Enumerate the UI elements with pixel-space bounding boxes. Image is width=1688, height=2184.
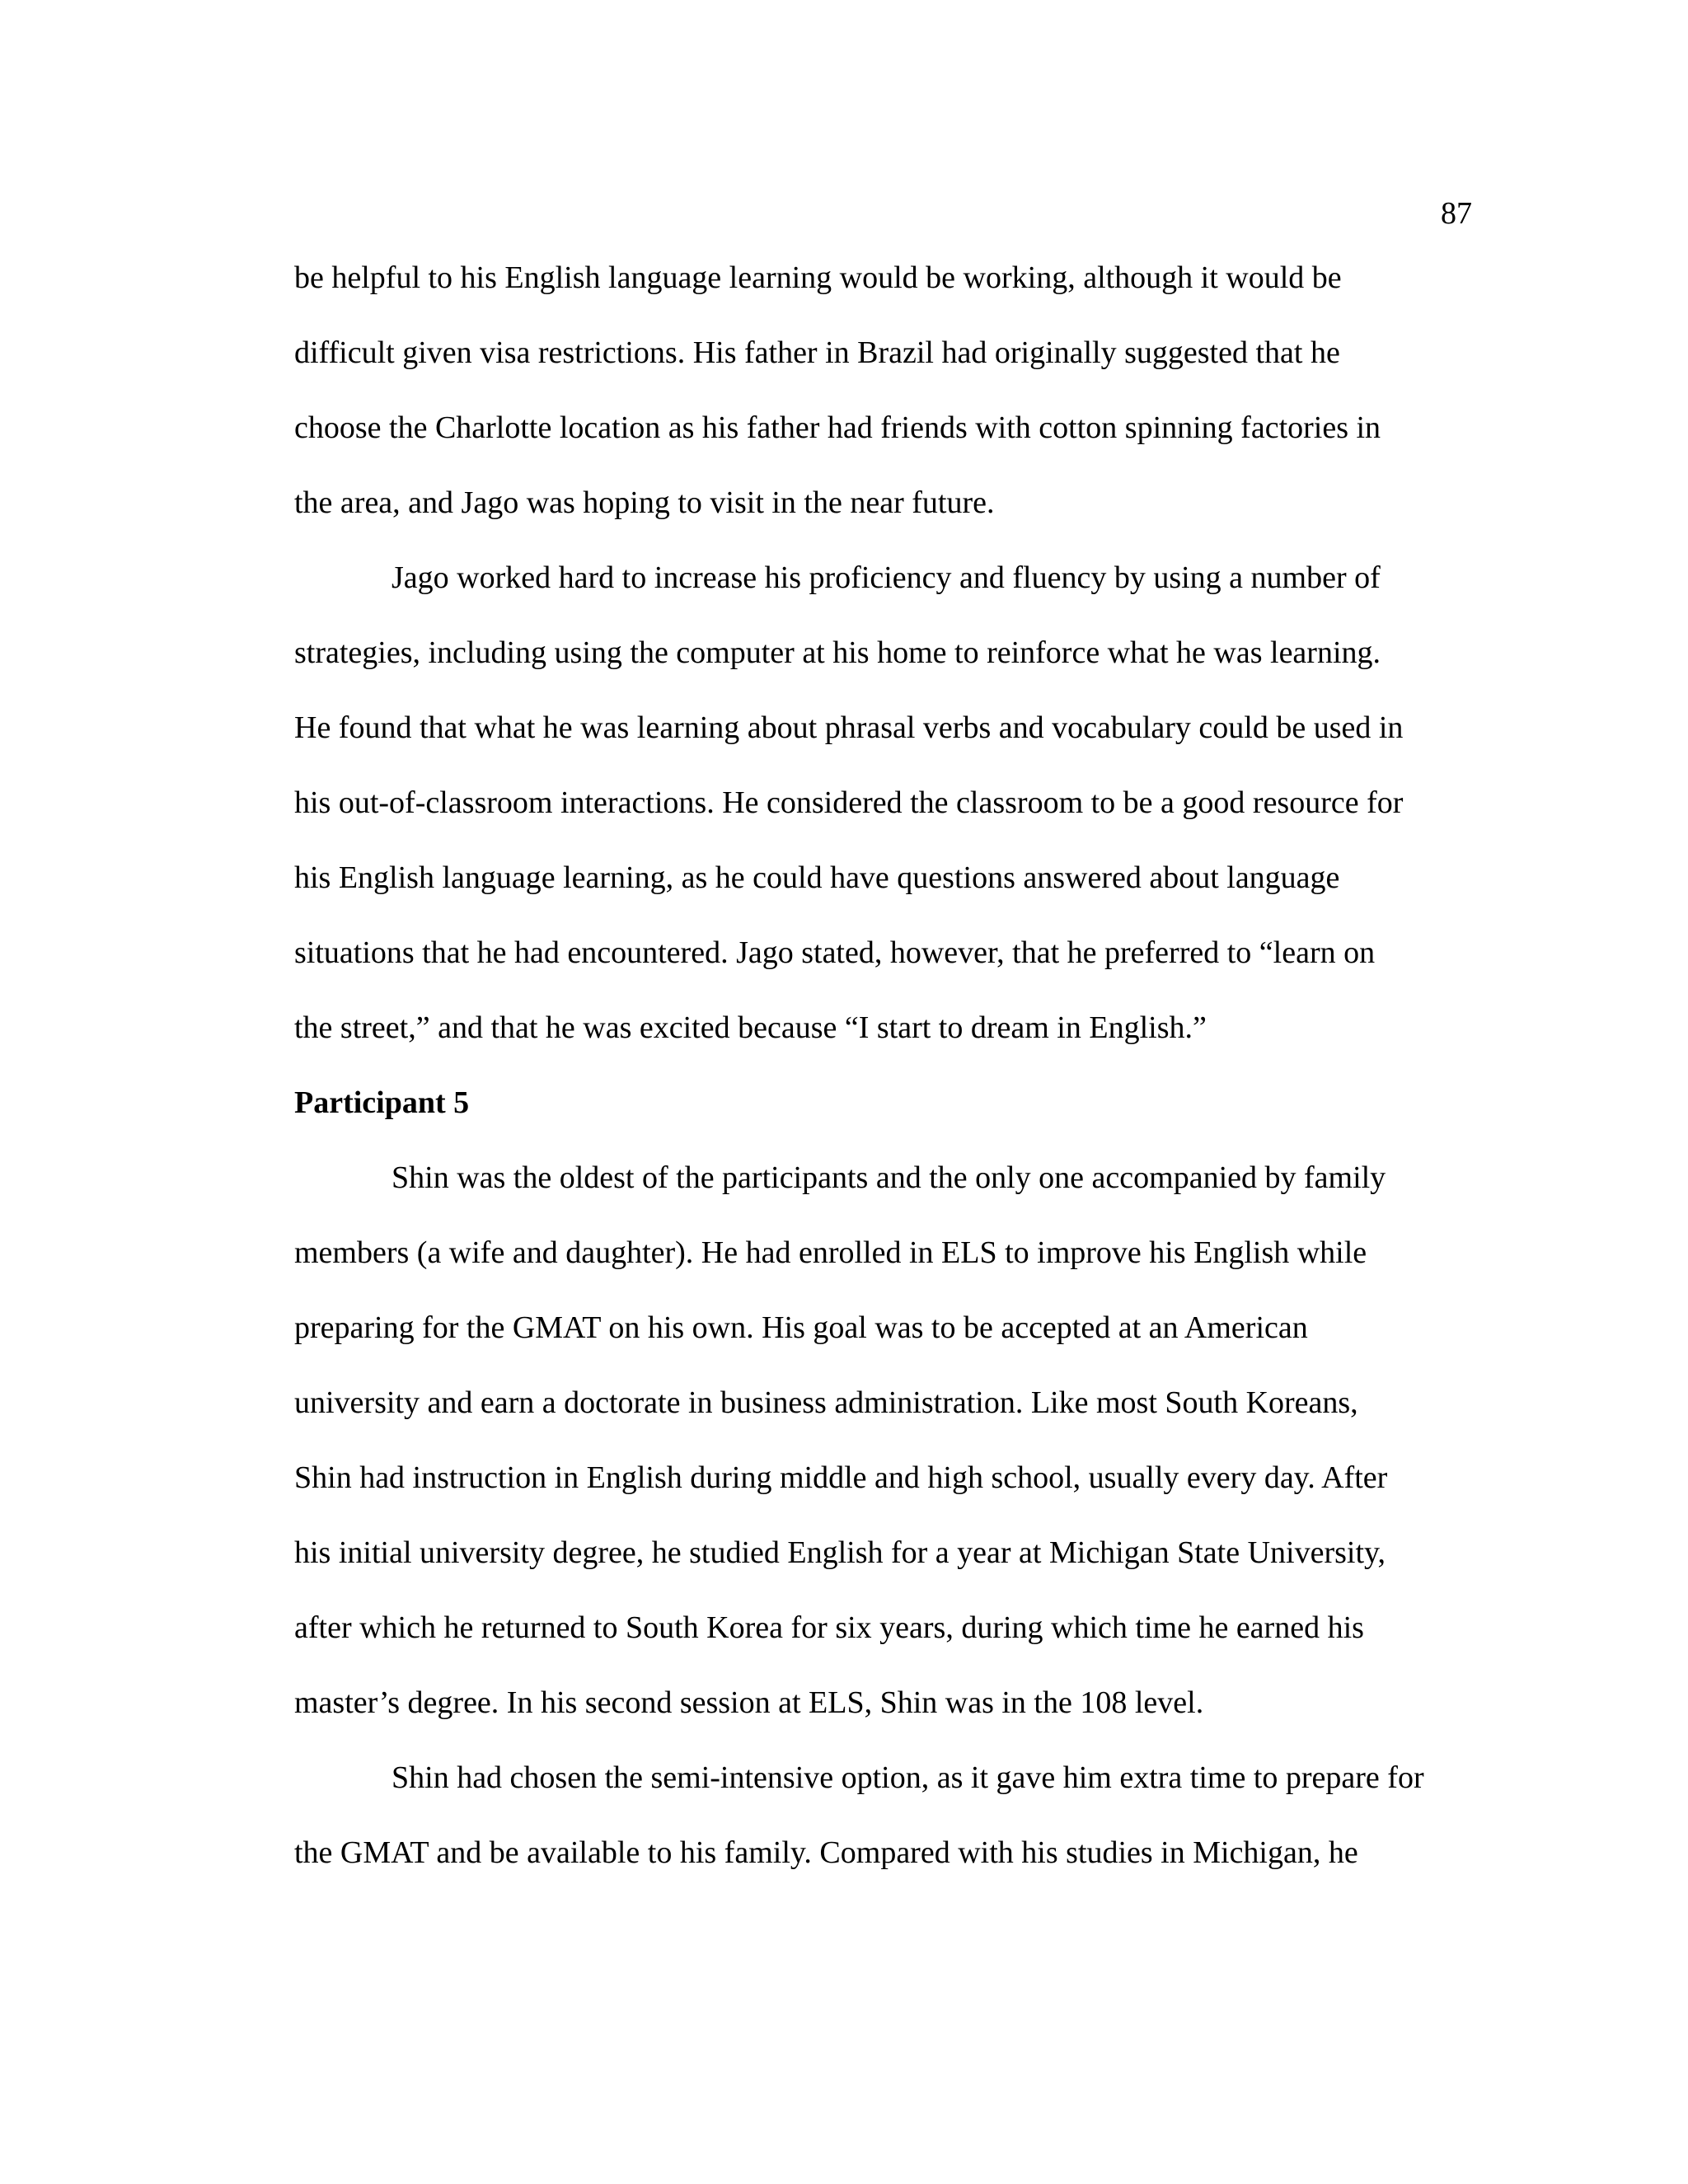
text-line: preparing for the GMAT on his own. His goal was to be accepted at an American — [294, 1310, 1308, 1345]
text-line: Shin had chosen the semi-intensive option, as it gave him extra time to prepare for — [392, 1760, 1424, 1795]
text-line: Jago worked hard to increase his proficiency and fluency by using a number of — [392, 560, 1381, 595]
text-line: strategies, including using the computer at his home to reinforce what he was learning. — [294, 635, 1381, 670]
text-line: his English language learning, as he could have questions answered about language — [294, 860, 1340, 895]
text-line: Shin was the oldest of the participants and the only one accompanied by family — [392, 1160, 1386, 1195]
text-line: his initial university degree, he studied English for a year at Michigan State University, — [294, 1535, 1386, 1570]
text-line: difficult given visa restrictions. His father in Brazil had originally suggested that he — [294, 335, 1340, 370]
text-line: after which he returned to South Korea for six years, during which time he earned his — [294, 1610, 1364, 1645]
text-line: the GMAT and be available to his family. Compared with his studies in Michigan, he — [294, 1835, 1358, 1870]
text-line: He found that what he was learning about phrasal verbs and vocabulary could be used in — [294, 710, 1404, 745]
text-line: the area, and Jago was hoping to visit in the near future. — [294, 485, 995, 520]
text-line: Shin had instruction in English during middle and high school, usually every day. After — [294, 1460, 1388, 1495]
page-number: 87 — [1441, 196, 1472, 231]
text-line: choose the Charlotte location as his father had friends with cotton spinning factories in — [294, 410, 1381, 445]
text-line: university and earn a doctorate in business administration. Like most South Koreans, — [294, 1385, 1358, 1420]
text-line: situations that he had encountered. Jago stated, however, that he preferred to “learn on — [294, 935, 1376, 970]
text-line: master’s degree. In his second session at ELS, Shin was in the 108 level. — [294, 1685, 1204, 1720]
text-line: his out-of-classroom interactions. He considered the classroom to be a good resource for — [294, 785, 1404, 820]
section-heading: Participant 5 — [294, 1085, 470, 1120]
text-line: members (a wife and daughter). He had enrolled in ELS to improve his English while — [294, 1235, 1367, 1270]
text-line: the street,” and that he was excited because “I start to dream in English.” — [294, 1010, 1207, 1045]
text-line: be helpful to his English language learning would be working, although it would be — [294, 260, 1342, 295]
